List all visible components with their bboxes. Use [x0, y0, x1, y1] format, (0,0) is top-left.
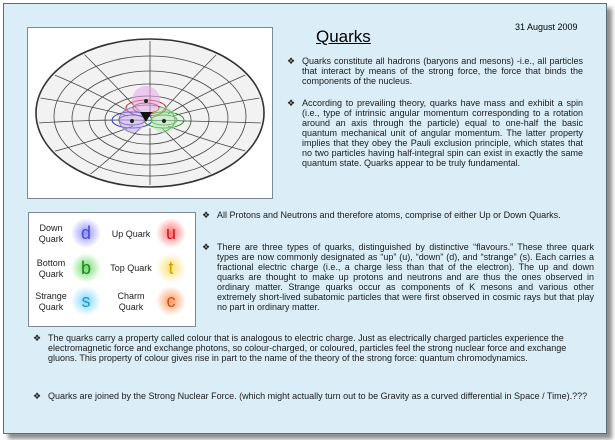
- slide-title: Quarks: [316, 27, 371, 46]
- bullet-strong-force: [33, 391, 593, 401]
- bullet-marker: ❖: [33, 333, 42, 343]
- bullet-hadrons: [287, 56, 583, 86]
- bullet-protons-neutrons: [202, 210, 592, 220]
- bullet-text: The quarks carry a property called colour that is analogous to electric charge. Just as electrically charged particles experience the electromagnetic force and exchange photons, so colour-charged, or coloured, particles feel the strong nuclear force and exchange gluons. This property of colour gives rise in part to the name of the theory of the strong force: quantum chromodynamics.: [48, 333, 567, 363]
- strange-quark-symbol: s: [81, 291, 91, 311]
- bullet-flavours: [202, 242, 594, 312]
- down-quark-label: Down Quark: [38, 223, 64, 244]
- down-quark-symbol: d: [80, 223, 91, 243]
- strange-quark-label: Strange Quark: [35, 291, 67, 312]
- bullet-marker: ❖: [33, 391, 42, 401]
- quark-illustration: [27, 27, 273, 199]
- top-quark-symbol: t: [168, 258, 174, 278]
- bullet-text: There are three types of quarks, distinguished by distinctive “flavours.” These three quark types are now commonly designated as “up” (u), “down” (d), and “strange” (s). Each carries a fractional electric charge (i.e., a charge less than that of the electron). The up and down quarks are thought to make up protons and neutrons and are thus the ones observed in ordinary matter. Strange quarks occur as components of K mesons and various other extremely short-lived subatomic particles that were first observed in cosmic rays but that play no part in ordinary matter.: [217, 242, 594, 312]
- top-quark-label: Top Quark: [110, 263, 152, 273]
- bullet-text: According to prevailing theory, quarks have mass and exhibit a spin (i.e., type of intrinsic angular momentum corresponding to a rotation around an axis through the particle) equal to one-half the basic quantum mechanical unit of angular momentum. The latter property implies that they obey the Pauli exclusion principle, which states that no two particles having half-integral spin can exist in exactly the same quantum state. Quarks appear to be truly fundamental.: [302, 98, 583, 168]
- bullet-text: Quarks constitute all hadrons (baryons and mesons) -i.e., all particles that interact by means of the strong force, the force that binds the components of the nucleus.: [302, 56, 583, 86]
- bottom-quark-symbol: b: [80, 258, 91, 278]
- bullet-text: Quarks are joined by the Strong Nuclear Force. (which might actually turn out to be Gravity as a curved differential in Space / Time).???: [48, 391, 588, 401]
- bullet-text: All Protons and Neutrons and therefore atoms, comprise of either Up or Down Quarks.: [217, 210, 561, 220]
- bullet-spin: [287, 98, 583, 168]
- charm-quark-symbol: c: [166, 291, 176, 311]
- bottom-quark-label: Bottom Quark: [36, 258, 66, 279]
- quark-legend: [28, 212, 196, 327]
- bullet-marker: ❖: [202, 210, 211, 220]
- slide-date: 31 August 2009: [515, 22, 578, 32]
- up-quark-label: Up Quark: [111, 229, 151, 239]
- bullet-marker: ❖: [287, 56, 296, 66]
- charm-quark-label: Charm Quark: [117, 291, 145, 312]
- bullet-marker: ❖: [202, 242, 211, 252]
- spacetime-grid-graphic: [28, 28, 272, 198]
- bullet-colour: [33, 333, 593, 363]
- bullet-marker: ❖: [287, 98, 296, 108]
- up-quark-symbol: u: [165, 223, 176, 243]
